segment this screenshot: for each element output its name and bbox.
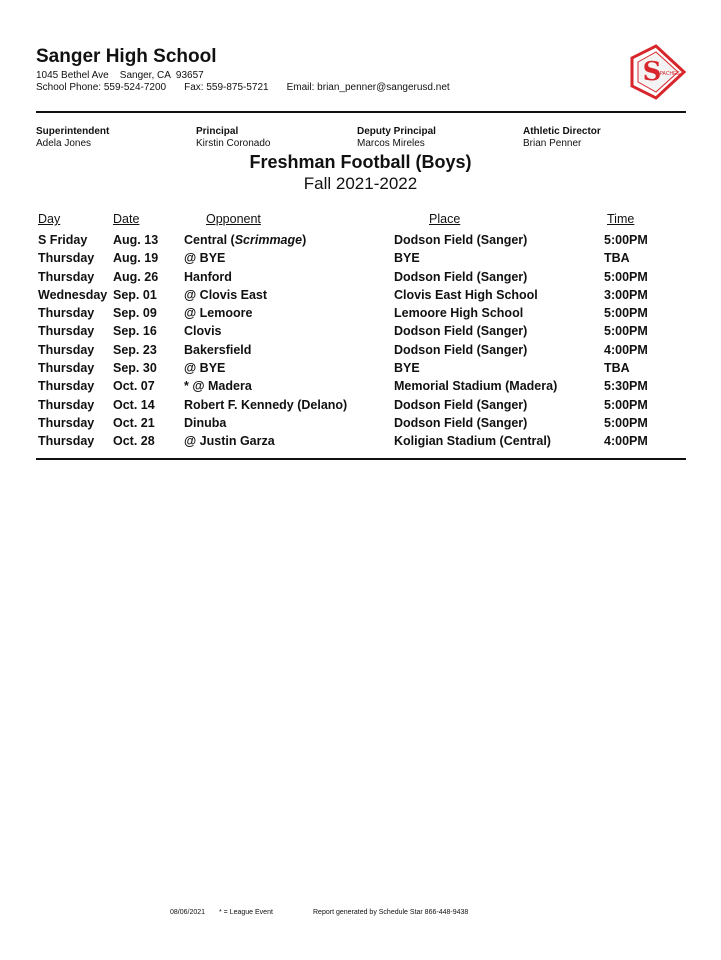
game-opponent: * @ Madera bbox=[184, 379, 252, 394]
table-row bbox=[0, 251, 721, 269]
game-opponent: @ Clovis East bbox=[184, 287, 268, 302]
column-header-place: Place bbox=[429, 212, 461, 226]
game-place: Lemoore High School bbox=[394, 306, 524, 321]
game-time: 5:00PM bbox=[604, 233, 648, 247]
staff-deputy-principal bbox=[357, 126, 436, 150]
game-date: Aug. 19 bbox=[113, 251, 159, 266]
staff-role: Principal bbox=[196, 126, 239, 137]
school-name: Sanger High School bbox=[36, 46, 217, 67]
opponent-text: Central ( bbox=[184, 233, 235, 247]
game-place: Dodson Field (Sanger) bbox=[394, 233, 528, 247]
table-row bbox=[0, 416, 721, 434]
staff-name: Marcos Mireles bbox=[357, 138, 425, 149]
table-row bbox=[0, 398, 721, 416]
staff-role: Athletic Director bbox=[523, 126, 601, 137]
school-fax: Fax: 559-875-5721 bbox=[184, 82, 269, 93]
game-date: Sep. 23 bbox=[113, 342, 157, 357]
game-place: Memorial Stadium (Madera) bbox=[394, 379, 558, 394]
game-place: Dodson Field (Sanger) bbox=[394, 324, 528, 339]
header-divider bbox=[36, 111, 686, 113]
game-day: Thursday bbox=[38, 397, 95, 412]
game-day: Thursday bbox=[38, 269, 95, 284]
game-place: BYE bbox=[394, 251, 420, 266]
schedule-subtitle: Fall 2021-2022 bbox=[303, 174, 418, 193]
staff-principal bbox=[196, 126, 270, 150]
game-day: Wednesday bbox=[38, 287, 108, 302]
table-row bbox=[0, 434, 721, 452]
game-opponent: Bakersfield bbox=[184, 342, 252, 357]
staff-name: Adela Jones bbox=[36, 138, 92, 149]
game-time: 5:00PM bbox=[604, 415, 648, 430]
game-place: Dodson Field (Sanger) bbox=[394, 269, 528, 284]
game-day: Thursday bbox=[38, 415, 95, 430]
table-row bbox=[0, 270, 721, 288]
game-time: 5:00PM bbox=[604, 306, 648, 321]
opponent-italic-text: Scrimmage bbox=[234, 233, 303, 247]
game-opponent: Dinuba bbox=[184, 415, 227, 430]
game-date: Oct. 28 bbox=[113, 434, 155, 449]
game-time: 4:00PM bbox=[604, 434, 648, 449]
game-day: S Friday bbox=[38, 233, 88, 247]
game-date: Aug. 13 bbox=[113, 233, 159, 247]
table-row bbox=[0, 233, 721, 251]
game-opponent bbox=[184, 233, 306, 247]
game-place: Dodson Field (Sanger) bbox=[394, 397, 528, 412]
game-opponent: Clovis bbox=[184, 324, 222, 339]
table-row bbox=[0, 324, 721, 342]
staff-name: Kirstin Coronado bbox=[196, 138, 271, 149]
school-address: 1045 Bethel Ave Sanger, CA 93657 bbox=[36, 70, 204, 81]
table-row bbox=[0, 288, 721, 306]
game-date: Sep. 01 bbox=[113, 287, 157, 302]
school-phone: School Phone: 559-524-7200 bbox=[36, 82, 167, 93]
column-header-day: Day bbox=[38, 212, 61, 226]
game-time: 5:00PM bbox=[604, 324, 648, 339]
game-time: 4:00PM bbox=[604, 342, 648, 357]
table-row bbox=[0, 306, 721, 324]
game-date: Sep. 30 bbox=[113, 361, 157, 376]
game-time: 5:00PM bbox=[604, 269, 648, 284]
game-time: TBA bbox=[604, 251, 630, 266]
staff-role: Deputy Principal bbox=[357, 126, 436, 137]
game-day: Thursday bbox=[38, 306, 95, 321]
game-time: 5:00PM bbox=[604, 397, 648, 412]
game-opponent: @ BYE bbox=[184, 251, 226, 266]
game-date: Oct. 14 bbox=[113, 397, 155, 412]
opponent-suffix: ) bbox=[302, 233, 307, 247]
contact-line bbox=[36, 82, 450, 93]
column-header-opponent: Opponent bbox=[206, 212, 261, 226]
game-day: Thursday bbox=[38, 379, 95, 394]
staff-name: Brian Penner bbox=[523, 138, 582, 149]
game-day: Thursday bbox=[38, 361, 95, 376]
footer-legend: * = League Event bbox=[219, 909, 273, 916]
game-date: Sep. 09 bbox=[113, 306, 157, 321]
game-opponent: Robert F. Kennedy (Delano) bbox=[184, 397, 348, 412]
column-header-time: Time bbox=[607, 212, 635, 226]
schedule-table bbox=[0, 233, 721, 453]
table-row bbox=[0, 379, 721, 397]
game-place: Koligian Stadium (Central) bbox=[394, 434, 551, 449]
footer-report-credit: Report generated by Schedule Star 866-448-9438 bbox=[313, 909, 469, 916]
table-bottom-divider bbox=[36, 458, 686, 460]
column-header-date: Date bbox=[113, 212, 140, 226]
school-email: Email: brian_penner@sangerusd.net bbox=[286, 82, 450, 93]
game-day: Thursday bbox=[38, 324, 95, 339]
table-row bbox=[0, 343, 721, 361]
game-date: Aug. 26 bbox=[113, 269, 159, 284]
school-logo bbox=[628, 44, 686, 100]
game-place: BYE bbox=[394, 361, 420, 376]
footer-date: 08/06/2021 bbox=[170, 909, 206, 916]
staff-superintendent bbox=[36, 126, 109, 150]
game-place: Clovis East High School bbox=[394, 287, 538, 302]
game-date: Oct. 21 bbox=[113, 415, 155, 430]
game-day: Thursday bbox=[38, 434, 95, 449]
logo-text: APACHES bbox=[656, 71, 680, 77]
game-day: Thursday bbox=[38, 251, 95, 266]
game-opponent: Hanford bbox=[184, 269, 232, 284]
table-row bbox=[0, 361, 721, 379]
game-time: TBA bbox=[604, 361, 630, 376]
game-time: 5:30PM bbox=[604, 379, 648, 394]
game-day: Thursday bbox=[38, 342, 95, 357]
staff-athletic-director bbox=[523, 126, 601, 150]
game-date: Oct. 07 bbox=[113, 379, 155, 394]
game-opponent: @ Justin Garza bbox=[184, 434, 275, 449]
game-opponent: @ Lemoore bbox=[184, 306, 253, 321]
game-place: Dodson Field (Sanger) bbox=[394, 342, 528, 357]
game-place: Dodson Field (Sanger) bbox=[394, 415, 528, 430]
game-time: 3:00PM bbox=[604, 287, 648, 302]
schedule-title: Freshman Football (Boys) bbox=[249, 152, 472, 172]
game-opponent: @ BYE bbox=[184, 361, 226, 376]
staff-role: Superintendent bbox=[36, 126, 110, 137]
logo-letter: S bbox=[642, 57, 662, 87]
game-date: Sep. 16 bbox=[113, 324, 157, 339]
